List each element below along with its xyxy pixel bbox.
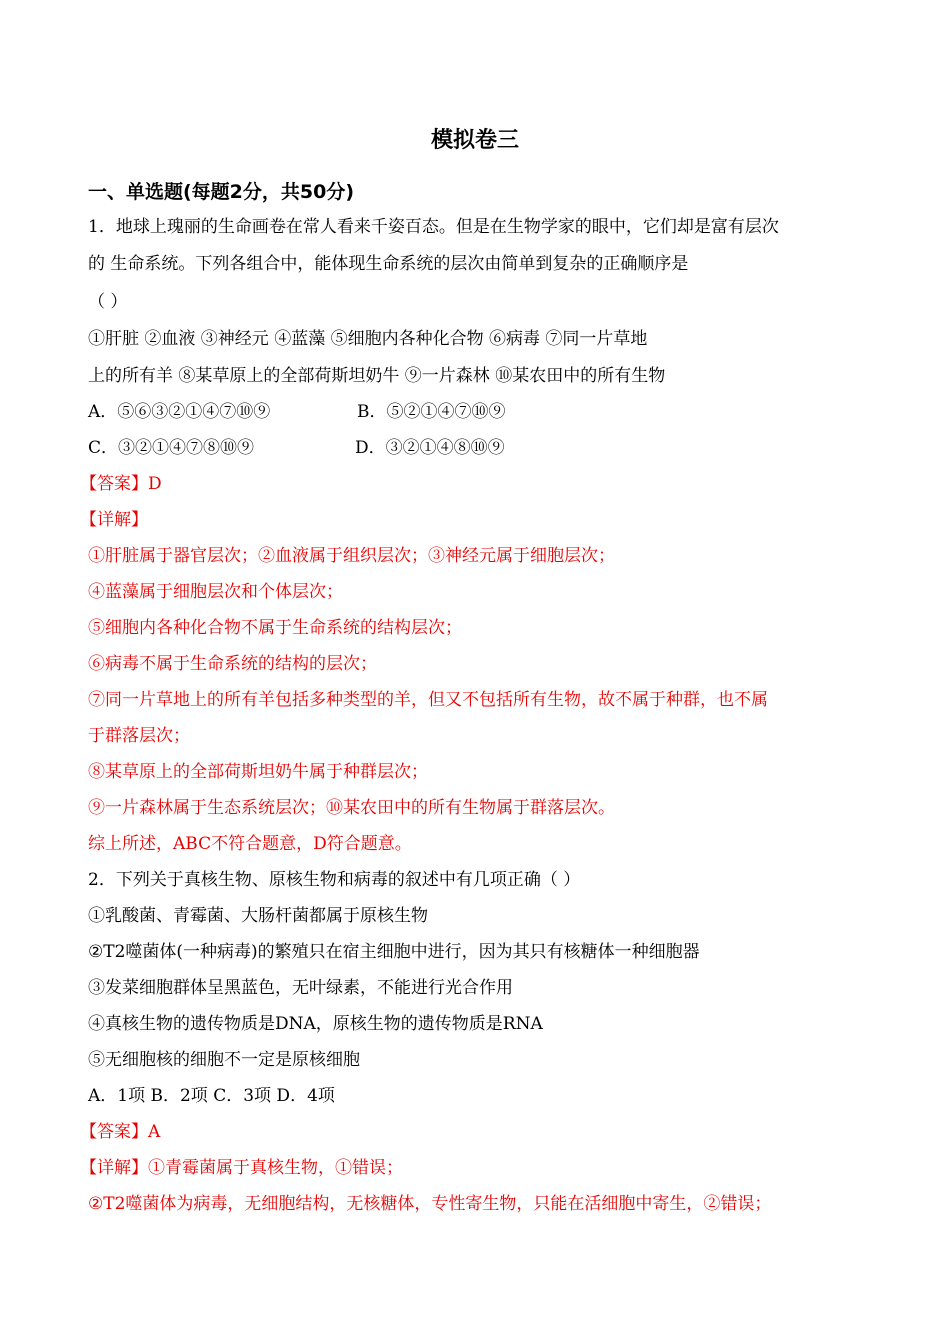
q2-item: ④真核生物的遗传物质是DNA，原核生物的遗传物质是RNA — [88, 1014, 543, 1034]
q2-item: ①乳酸菌、青霉菌、大肠杆菌都属于原核生物 — [88, 906, 428, 926]
q1-option-c: C．③②①④⑦⑧⑩⑨ — [88, 438, 255, 458]
q1-detail-line: ④蓝藻属于细胞层次和个体层次； — [88, 582, 343, 602]
q1-items-line-1: ①肝脏 ②血液 ③神经元 ④蓝藻 ⑤细胞内各种化合物 ⑥病毒 ⑦同一片草地 — [88, 329, 648, 349]
q1-detail-line: ⑦同一片草地上的所有羊包括多种类型的羊，但又不包括所有生物，故不属于种群，也不属 — [88, 690, 768, 710]
q2-item: ⑤无细胞核的细胞不一定是原核细胞 — [88, 1050, 360, 1070]
q2-detail-line: ②T2噬菌体为病毒，无细胞结构，无核糖体，专性寄生物，只能在活细胞中寄生，②错误； — [88, 1194, 772, 1214]
q1-detail-line: 于群落层次； — [88, 726, 190, 746]
page-title: 模拟卷三 — [430, 128, 519, 153]
q1-stem-line-2: 的 生命系统。下列各组合中，能体现生命系统的层次由简单到复杂的正确顺序是 — [88, 254, 689, 274]
q1-stem-line-1: 1．地球上瑰丽的生命画卷在常人看来千姿百态。但是在生物学家的眼中，它们却是富有层次 — [88, 217, 779, 237]
q2-stem: 2．下列关于真核生物、原核生物和病毒的叙述中有几项正确（ ） — [88, 870, 581, 890]
q1-answer: 【答案】D — [80, 474, 162, 494]
q1-option-b: B．⑤②①④⑦⑩⑨ — [357, 402, 506, 422]
q1-answer-blank: （ ） — [88, 292, 128, 312]
q1-detail-line: ⑥病毒不属于生命系统的结构的层次； — [88, 654, 377, 674]
q1-detail-line: ⑧某草原上的全部荷斯坦奶牛属于种群层次； — [88, 762, 428, 782]
q2-options: A．1项 B．2项 C．3项 D．4项 — [88, 1086, 335, 1106]
q2-detail-line: ①青霉菌属于真核生物，①错误； — [148, 1158, 403, 1178]
q2-item: ②T2噬菌体(一种病毒)的繁殖只在宿主细胞中进行，因为其只有核糖体一种细胞器 — [88, 942, 700, 962]
q2-detail-label: 【详解】 — [80, 1158, 148, 1178]
q1-items-line-2: 上的所有羊 ⑧某草原上的全部荷斯坦奶牛 ⑨一片森林 ⑩某农田中的所有生物 — [88, 366, 666, 386]
q2-detail-first-line — [80, 1155, 403, 1181]
q1-detail-line: ⑨一片森林属于生态系统层次；⑩某农田中的所有生物属于群落层次。 — [88, 798, 615, 818]
q2-answer: 【答案】A — [80, 1122, 161, 1142]
q2-item: ③发菜细胞群体呈黑蓝色，无叶绿素，不能进行光合作用 — [88, 978, 513, 998]
q1-detail-label: 【详解】 — [80, 510, 148, 530]
q1-detail-line: ⑤细胞内各种化合物不属于生命系统的结构层次； — [88, 618, 462, 638]
section-heading: 一、单选题(每题2分，共50分) — [88, 181, 355, 203]
q1-detail-line: ①肝脏属于器官层次；②血液属于组织层次；③神经元属于细胞层次； — [88, 546, 615, 566]
q1-option-a: A．⑤⑥③②①④⑦⑩⑨ — [88, 402, 271, 422]
q1-detail-line: 综上所述，ABC不符合题意，D符合题意。 — [88, 834, 412, 854]
q1-option-d: D．③②①④⑧⑩⑨ — [355, 438, 505, 458]
